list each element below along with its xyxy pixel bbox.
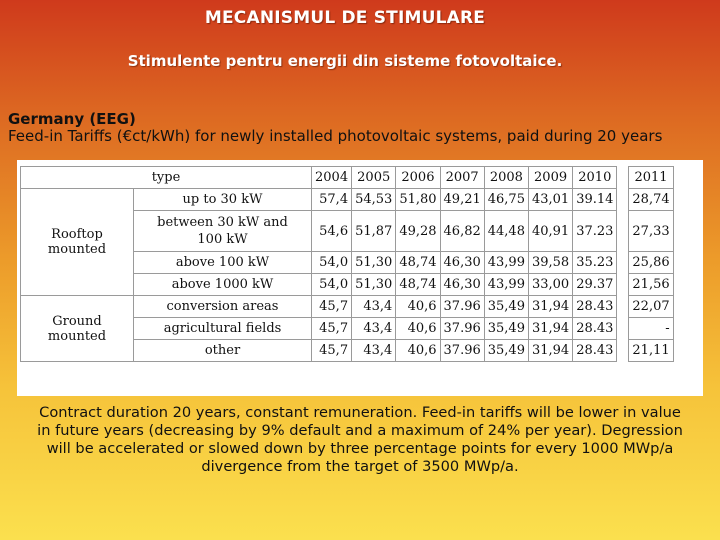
table-cell-2011: 28,74: [629, 189, 673, 211]
table-cell-2011: 27,33: [629, 211, 673, 252]
table-cell: 28.43: [573, 318, 617, 340]
row-label: conversion areas: [134, 296, 312, 318]
table-cell: 54,0: [312, 252, 352, 274]
table-cell: 43,4: [352, 296, 396, 318]
table-cell: 37.96: [440, 340, 484, 362]
table-cell: 46,82: [440, 211, 484, 252]
year-header: 2010: [573, 167, 617, 189]
note-line: will be accelerated or slowed down by three percentage points for every 1000 MWp/a: [46, 440, 674, 457]
slide-subtitle: Stimulente pentru energii din sisteme fotovoltaice.: [127, 52, 563, 70]
table-cell: 37.96: [440, 296, 484, 318]
tariff-table-panel: [17, 160, 703, 396]
table-cell: 35,49: [484, 296, 528, 318]
year-header: 2006: [396, 167, 440, 189]
table-cell: 28.43: [573, 340, 617, 362]
table-cell-2011: 21,11: [629, 340, 673, 362]
table-cell: 45,7: [312, 318, 352, 340]
table-cell: 57,4: [312, 189, 352, 211]
table-cell: 49,28: [396, 211, 440, 252]
table-cell: 54,6: [312, 211, 352, 252]
row-label: between 30 kW and 100 kW: [134, 211, 312, 252]
year-header: 2009: [528, 167, 572, 189]
year-header: 2004: [312, 167, 352, 189]
table-cell: 29.37: [573, 274, 617, 296]
table-cell: 40,6: [396, 318, 440, 340]
table-cell: 43,99: [484, 274, 528, 296]
row-label: above 1000 kW: [134, 274, 312, 296]
table-row: [21, 189, 674, 211]
table-cell: 43,01: [528, 189, 572, 211]
table-cell: 51,30: [352, 274, 396, 296]
table-cell: 43,4: [352, 318, 396, 340]
table-cell: 46,30: [440, 252, 484, 274]
table-cell: 54,53: [352, 189, 396, 211]
year-header: 2005: [352, 167, 396, 189]
table-cell: 54,0: [312, 274, 352, 296]
type-header: type: [21, 167, 312, 189]
contract-note: [6, 404, 714, 476]
table-cell-2011: -: [629, 318, 673, 340]
table-cell: 37.23: [573, 211, 617, 252]
year-header-2011: 2011: [629, 167, 673, 189]
year-header: 2008: [484, 167, 528, 189]
table-cell: 31,94: [528, 296, 572, 318]
table-cell: 31,94: [528, 318, 572, 340]
table-cell: 51,30: [352, 252, 396, 274]
table-cell: 39.14: [573, 189, 617, 211]
row-label: up to 30 kW: [134, 189, 312, 211]
note-line: Contract duration 20 years, constant remuneration. Feed-in tariffs will be lower in value: [39, 404, 681, 421]
table-cell-2011: 25,86: [629, 252, 673, 274]
header-row: [21, 167, 674, 189]
table-cell: 46,75: [484, 189, 528, 211]
table-cell: 40,91: [528, 211, 572, 252]
table-cell: 48,74: [396, 252, 440, 274]
feed-in-tariff-table: [20, 166, 674, 362]
slide-title: MECANISMUL DE STIMULARE: [204, 8, 486, 28]
table-cell: 48,74: [396, 274, 440, 296]
table-row: [21, 296, 674, 318]
table-cell: 43,99: [484, 252, 528, 274]
year-header: 2007: [440, 167, 484, 189]
table-cell-2011: 21,56: [629, 274, 673, 296]
row-label: above 100 kW: [134, 252, 312, 274]
table-cell: 40,6: [396, 340, 440, 362]
section-heading: Germany (EEG): [8, 110, 136, 128]
table-cell: 31,94: [528, 340, 572, 362]
table-cell: 51,87: [352, 211, 396, 252]
row-label: agricultural fields: [134, 318, 312, 340]
group-label-ground: Ground mounted: [21, 296, 134, 362]
note-line: in future years (decreasing by 9% default and a maximum of 24% per year). Degression: [37, 422, 683, 439]
table-cell: 28.43: [573, 296, 617, 318]
table-cell: 46,30: [440, 274, 484, 296]
table-cell: 33,00: [528, 274, 572, 296]
table-cell: 39,58: [528, 252, 572, 274]
table-cell: 43,4: [352, 340, 396, 362]
table-cell: 35,49: [484, 318, 528, 340]
row-label: other: [134, 340, 312, 362]
table-cell: 35,49: [484, 340, 528, 362]
table-cell: 45,7: [312, 340, 352, 362]
table-cell-2011: 22,07: [629, 296, 673, 318]
group-label-rooftop: Rooftop mounted: [21, 189, 134, 296]
table-cell: 45,7: [312, 296, 352, 318]
table-cell: 49,21: [440, 189, 484, 211]
table-cell: 44,48: [484, 211, 528, 252]
table-cell: 37.96: [440, 318, 484, 340]
table-cell: 35.23: [573, 252, 617, 274]
section-subheading: Feed-in Tariffs (€ct/kWh) for newly installed photovoltaic systems, paid during 20 years: [8, 127, 663, 145]
note-line: divergence from the target of 3500 MWp/a.: [201, 458, 519, 475]
table-cell: 40,6: [396, 296, 440, 318]
table-cell: 51,80: [396, 189, 440, 211]
